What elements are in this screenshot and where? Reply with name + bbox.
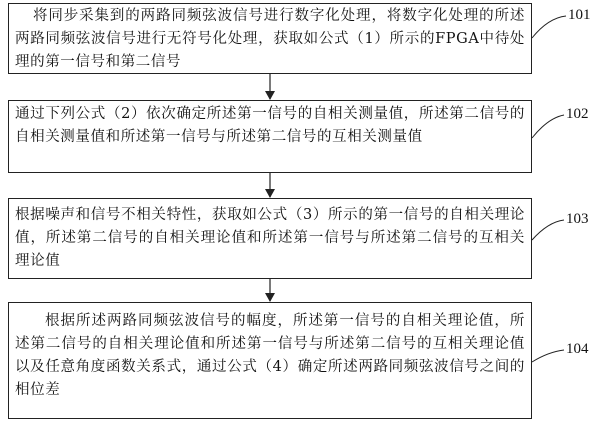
step-label-104: 104 [566,341,589,357]
leader-104 [532,350,564,362]
step-text-103: 根据噪声和信号不相关特性，获取如公式（3）所示的第一信号的自相关理论值，所述第二信号的自相关理论值和所述第一信号与所述第二信号的互相关理论值 [15,207,525,269]
leader-103 [532,220,564,240]
step-label-101: 101 [568,7,591,23]
leader-102 [532,115,564,138]
leader-101 [532,16,566,38]
step-text-101: 将同步采集到的两路同频弦波信号进行数字化处理，将数字化处理的所述两路同频弦波信号进行无符号化处理，获取如公式（1）所示的FPGA中待处理的第一信号和第二信号 [15,8,525,70]
step-label-102: 102 [566,106,589,122]
step-text-104: 根据所述两路同频弦波信号的幅度，所述第一信号的自相关理论值，所述第二信号的自相关理论值和所述第一信号与所述第二信号的互相关理论值以及任意角度函数关系式，通过公式（4）确定所述两路同频弦波信号之间的相位差 [15,313,525,398]
step-label-103: 103 [566,211,589,227]
step-text-102: 通过下列公式（2）依次确定所述第一信号的自相关测量值，所述第二信号的自相关测量值和所述第一信号与所述第二信号的互相关测量值 [15,106,525,145]
